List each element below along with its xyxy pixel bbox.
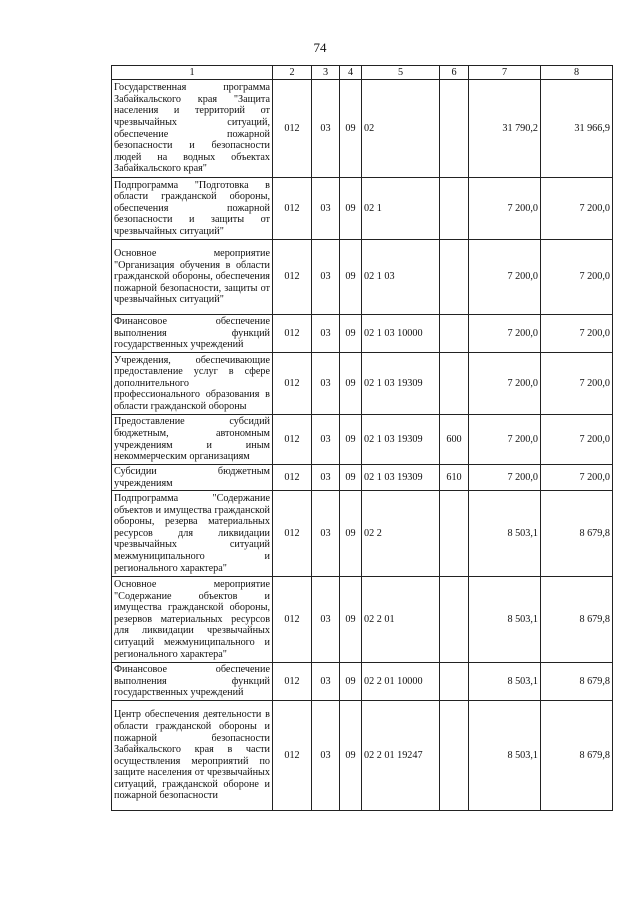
row-name: Финансовое обеспечение выполнения функций государственных учреждений [112, 663, 273, 701]
row-name: Финансовое обеспечение выполнения функций государственных учреждений [112, 315, 273, 353]
table-row [112, 240, 613, 315]
target-article-code: 02 2 [362, 491, 440, 577]
expense-type-code [440, 663, 469, 701]
amount-col8: 8 679,8 [541, 663, 613, 701]
subsection-code: 09 [340, 663, 362, 701]
expense-type-code [440, 240, 469, 315]
expense-type-code [440, 353, 469, 415]
subsection-code: 09 [340, 701, 362, 811]
grbs-code: 012 [273, 80, 312, 178]
row-name: Подпрограмма "Содержание объектов и имущества гражданской обороны, резерва материальных ресурсов для ликвидации чрезвычайных ситуаций межмуниципального и регионального характера" [112, 491, 273, 577]
header-cell: 4 [340, 66, 362, 80]
grbs-code: 012 [273, 353, 312, 415]
amount-col7: 7 200,0 [469, 465, 541, 491]
section-code: 03 [312, 240, 340, 315]
grbs-code: 012 [273, 465, 312, 491]
amount-col7: 8 503,1 [469, 663, 541, 701]
table-row [112, 701, 613, 811]
header-cell: 2 [273, 66, 312, 80]
target-article-code: 02 [362, 80, 440, 178]
row-name: Субсидии бюджетным учреждениям [112, 465, 273, 491]
subsection-code: 09 [340, 80, 362, 178]
section-code: 03 [312, 315, 340, 353]
section-code: 03 [312, 178, 340, 240]
subsection-code: 09 [340, 240, 362, 315]
grbs-code: 012 [273, 663, 312, 701]
table-row [112, 315, 613, 353]
amount-col8: 8 679,8 [541, 577, 613, 663]
amount-col7: 7 200,0 [469, 240, 541, 315]
subsection-code: 09 [340, 415, 362, 465]
table-row [112, 80, 613, 178]
row-name: Предоставление субсидий бюджетным, автономным учреждениям и иным некоммерческим организациям [112, 415, 273, 465]
amount-col8: 7 200,0 [541, 315, 613, 353]
target-article-code: 02 1 03 [362, 240, 440, 315]
header-cell: 7 [469, 66, 541, 80]
subsection-code: 09 [340, 577, 362, 663]
target-article-code: 02 1 03 19309 [362, 415, 440, 465]
header-row [112, 66, 613, 80]
grbs-code: 012 [273, 491, 312, 577]
grbs-code: 012 [273, 315, 312, 353]
subsection-code: 09 [340, 465, 362, 491]
amount-col8: 7 200,0 [541, 465, 613, 491]
table-row [112, 415, 613, 465]
target-article-code: 02 2 01 10000 [362, 663, 440, 701]
section-code: 03 [312, 663, 340, 701]
grbs-code: 012 [273, 701, 312, 811]
row-name: Учреждения, обеспечивающие предоставление услуг в сфере дополнительного профессионального образования в области гражданской обороны [112, 353, 273, 415]
header-cell: 6 [440, 66, 469, 80]
expense-type-code [440, 80, 469, 178]
row-name: Центр обеспечения деятельности в области гражданской обороны и пожарной безопасности Забайкальского края в части осуществления мероприятий по защите населения от чрезвычайных ситуаций, гражданской обороне и пожарной безопасности [112, 701, 273, 811]
grbs-code: 012 [273, 415, 312, 465]
amount-col8: 7 200,0 [541, 178, 613, 240]
expense-type-code [440, 577, 469, 663]
amount-col8: 7 200,0 [541, 353, 613, 415]
amount-col7: 7 200,0 [469, 315, 541, 353]
target-article-code: 02 2 01 [362, 577, 440, 663]
row-name: Подпрограмма "Подготовка в области гражданской обороны, обеспечения пожарной безопасности и защиты от чрезвычайных ситуаций" [112, 178, 273, 240]
expense-type-code [440, 491, 469, 577]
header-cell: 1 [112, 66, 273, 80]
amount-col7: 7 200,0 [469, 178, 541, 240]
expense-type-code [440, 701, 469, 811]
amount-col7: 7 200,0 [469, 353, 541, 415]
amount-col7: 7 200,0 [469, 415, 541, 465]
section-code: 03 [312, 80, 340, 178]
section-code: 03 [312, 577, 340, 663]
expense-type-code [440, 178, 469, 240]
row-name: Основное мероприятие "Организация обучения в области гражданской обороны, обеспечения пожарной безопасности, защиты от чрезвычайных ситуаций" [112, 240, 273, 315]
table-row [112, 353, 613, 415]
header-cell: 8 [541, 66, 613, 80]
amount-col8: 7 200,0 [541, 240, 613, 315]
table-row [112, 491, 613, 577]
amount-col7: 8 503,1 [469, 577, 541, 663]
amount-col7: 31 790,2 [469, 80, 541, 178]
section-code: 03 [312, 353, 340, 415]
section-code: 03 [312, 465, 340, 491]
budget-table [111, 65, 613, 811]
page-number: 74 [313, 40, 327, 55]
target-article-code: 02 1 03 10000 [362, 315, 440, 353]
subsection-code: 09 [340, 491, 362, 577]
amount-col8: 31 966,9 [541, 80, 613, 178]
target-article-code: 02 1 03 19309 [362, 465, 440, 491]
amount-col7: 8 503,1 [469, 701, 541, 811]
expense-type-code [440, 315, 469, 353]
amount-col7: 8 503,1 [469, 491, 541, 577]
expense-type-code: 600 [440, 415, 469, 465]
table-row [112, 663, 613, 701]
subsection-code: 09 [340, 178, 362, 240]
grbs-code: 012 [273, 178, 312, 240]
amount-col8: 8 679,8 [541, 491, 613, 577]
header-cell: 3 [312, 66, 340, 80]
section-code: 03 [312, 491, 340, 577]
target-article-code: 02 2 01 19247 [362, 701, 440, 811]
table-row [112, 465, 613, 491]
row-name: Основное мероприятие "Содержание объектов и имущества гражданской обороны, резервов материальных ресурсов для ликвидации чрезвычайных ситуаций межмуниципального и регионального характера" [112, 577, 273, 663]
section-code: 03 [312, 701, 340, 811]
grbs-code: 012 [273, 577, 312, 663]
table-row [112, 178, 613, 240]
section-code: 03 [312, 415, 340, 465]
amount-col8: 8 679,8 [541, 701, 613, 811]
table-row [112, 577, 613, 663]
amount-col8: 7 200,0 [541, 415, 613, 465]
expense-type-code: 610 [440, 465, 469, 491]
subsection-code: 09 [340, 353, 362, 415]
header-cell: 5 [362, 66, 440, 80]
target-article-code: 02 1 03 19309 [362, 353, 440, 415]
target-article-code: 02 1 [362, 178, 440, 240]
row-name: Государственная программа Забайкальского края "Защита населения и территорий от чрезвычайных ситуаций, обеспечение пожарной безопасности и безопасности людей на водных объектах Забайкальского края" [112, 80, 273, 178]
grbs-code: 012 [273, 240, 312, 315]
subsection-code: 09 [340, 315, 362, 353]
